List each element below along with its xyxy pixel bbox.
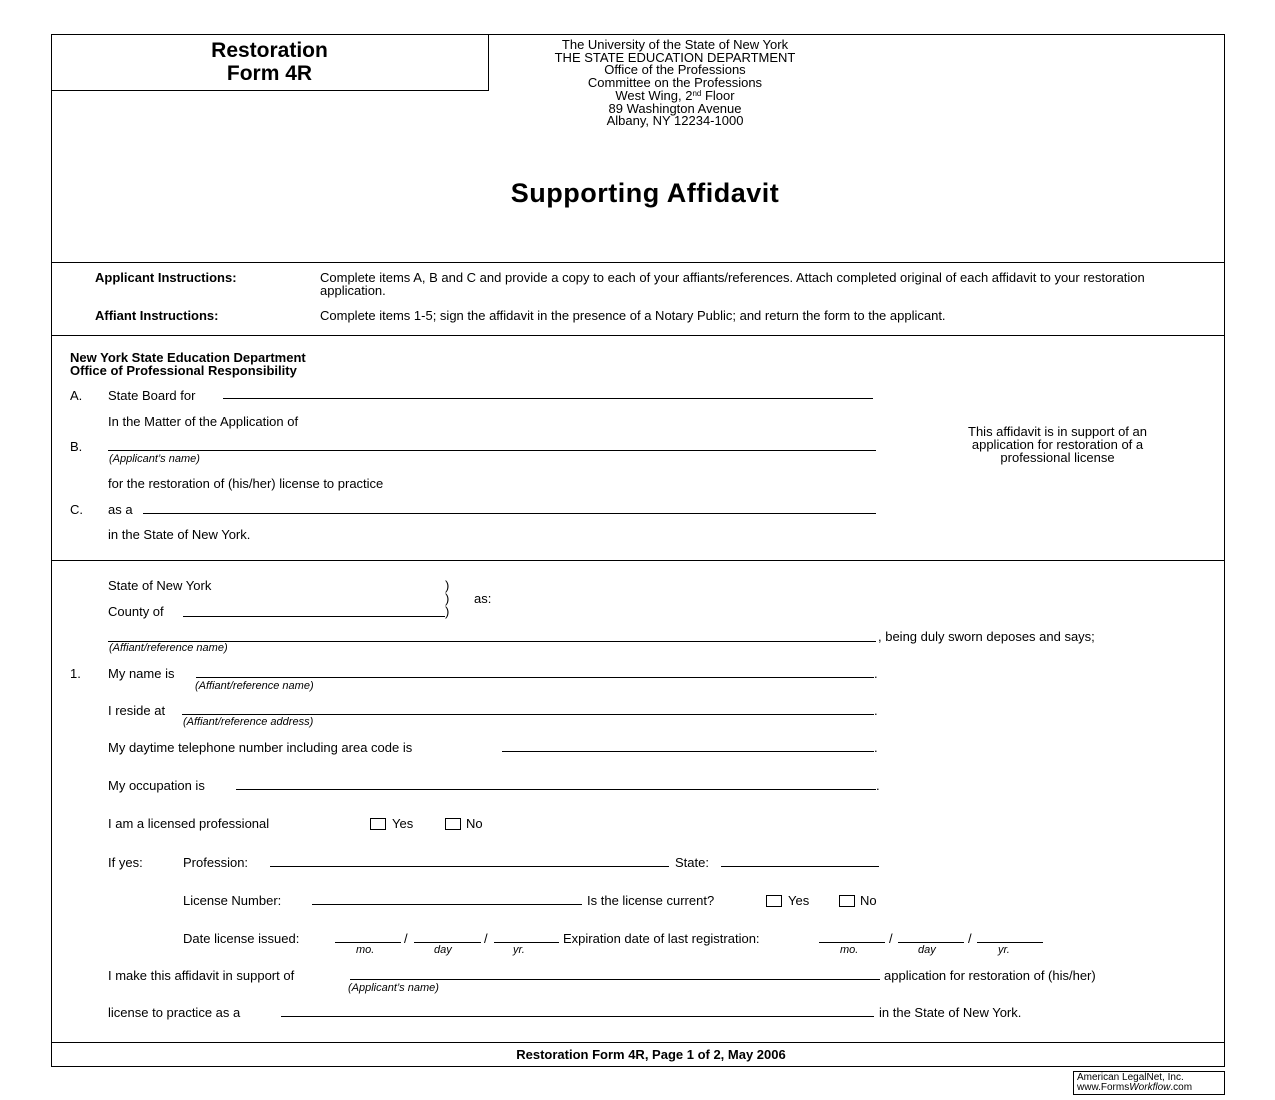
practice-profession-field[interactable] [281,1003,874,1017]
agency-line3: Office of the Professions [604,62,746,78]
footer: Restoration Form 4R, Page 1 of 2, May 2006 [516,1047,786,1062]
state-of-ny-text: in the State of New York. [108,527,251,542]
affiant-name-caption: (Affiant/reference name) [109,642,228,654]
paren-3: ) [445,604,450,619]
support-label: I make this affidavit in support of [108,968,295,983]
expiration-day-field[interactable] [898,929,964,943]
expiration-month-field[interactable] [819,929,885,943]
expiration-day-caption: day [918,944,936,956]
practice-suffix: in the State of New York. [879,1005,1022,1020]
item-a-letter: A. [70,388,83,403]
phone-label: My daytime telephone number including area code is [108,740,413,755]
item-1-number: 1. [70,666,81,681]
form-id-line2: Form 4R [226,62,313,85]
expiration-mo-caption: mo. [840,944,859,956]
licensed-profession-field[interactable] [270,853,669,867]
occupation-label: My occupation is [108,778,205,793]
applicant-name-caption: (Applicant’s name) [109,453,200,465]
my-name-label: My name is [108,666,175,681]
divider-matter [51,335,1225,336]
agency-line2: THE STATE EDUCATION DEPARTMENT [554,49,796,65]
stamp-line2-pre: www.Forms [1077,1082,1130,1093]
profession-field[interactable] [143,500,876,514]
applicant-name-field[interactable] [108,437,876,451]
paren-2: ) [445,591,450,606]
item-c-letter: C. [70,502,83,517]
license-current-yes-label: Yes [788,893,810,908]
divider-affidavit [51,560,1225,561]
expiration-year-field[interactable] [977,929,1043,943]
applicant-instructions-label: Applicant Instructions: [95,270,237,285]
license-number-label: License Number: [183,893,282,908]
license-current-yes-checkbox[interactable] [766,895,782,907]
license-current-no-checkbox[interactable] [839,895,855,907]
issued-day-caption: day [434,944,452,956]
licensed-no-label: No [466,816,483,831]
reside-label: I reside at [108,703,166,718]
org-line2: Office of Professional Responsibility [70,363,297,378]
support-applicant-caption: (Applicant’s name) [348,982,439,994]
licensed-label: I am a licensed professional [108,816,270,831]
affiant-instructions-text: Complete items 1-5; sign the affidavit in the presence of a Notary Public; and return the form to the applicant. [320,308,946,323]
state-board-label: State Board for [108,388,196,403]
stamp-line2 [1077,1083,1224,1093]
license-current-label: Is the license current? [587,893,715,908]
date-issued-label: Date license issued: [183,931,300,946]
occupation-field[interactable] [236,776,876,790]
agency-line1: The University of the State of New York [561,37,789,52]
agency-line5-post: Floor [701,87,735,103]
stamp-line2-post: .com [1170,1082,1193,1093]
agency-line7: Albany, NY 12234-1000 [606,113,744,129]
agency-address [490,39,860,128]
issued-month-field[interactable] [335,929,401,943]
county-field[interactable] [183,603,445,617]
form-id-line1: Restoration [211,39,328,62]
item-b-letter: B. [70,439,83,454]
as-label: as: [474,591,492,606]
licensed-yes-label: Yes [392,816,414,831]
my-name-caption: (Affiant/reference name) [195,680,314,692]
in-matter-text: In the Matter of the Application of [108,414,299,429]
issued-day-field[interactable] [414,929,481,943]
affiant-name-field[interactable] [108,628,876,642]
license-state-label: State: [675,855,709,870]
reside-period: . [874,703,878,718]
issued-slash-2: / [484,931,488,946]
occupation-period: . [876,778,880,793]
expiration-label: Expiration date of last registration: [563,931,760,946]
agency-line5-pre: West Wing, 2 [615,87,693,103]
license-current-no-label: No [860,893,877,908]
agency-line5-sup: nd [692,88,702,98]
stamp-line2-em: Workflow [1129,1082,1171,1093]
state-of-label: State of New York [108,578,212,593]
reside-field[interactable] [182,701,874,715]
phone-field[interactable] [502,738,874,752]
license-state-field[interactable] [721,853,879,867]
publisher-stamp [1073,1071,1225,1095]
reside-caption: (Affiant/reference address) [183,716,314,728]
form-id-box [51,34,489,91]
expiration-yr-caption: yr. [998,944,1010,956]
county-of-label: County of [108,604,164,619]
page-title: Supporting Affidavit [510,178,780,208]
profession-label: Profession: [183,855,249,870]
affiant-instructions-label: Affiant Instructions: [95,308,219,323]
issued-yr-caption: yr. [513,944,525,956]
expiration-slash-2: / [968,931,972,946]
agency-line6: 89 Washington Avenue [608,100,742,116]
if-yes-label: If yes: [108,855,143,870]
stamp-line1: American LegalNet, Inc. [1077,1072,1184,1083]
licensed-no-checkbox[interactable] [445,818,461,830]
support-applicant-field[interactable] [350,966,880,980]
restoration-text: for the restoration of (his/her) license to practice [108,476,384,491]
support-suffix: application for restoration of (his/her) [884,968,1096,983]
agency-line4: Committee on the Professions [587,75,763,91]
org-line1: New York State Education Department [70,350,306,365]
practice-label: license to practice as a [108,1005,241,1020]
issued-mo-caption: mo. [356,944,375,956]
phone-period: . [874,740,878,755]
licensed-yes-checkbox[interactable] [370,818,386,830]
expiration-slash-1: / [889,931,893,946]
license-number-field[interactable] [312,891,582,905]
my-name-period: . [874,666,878,681]
issued-year-field[interactable] [494,929,559,943]
my-name-field[interactable] [196,664,874,678]
paren-1: ) [445,578,450,593]
issued-slash-1: / [404,931,408,946]
as-a-label: as a [108,502,133,517]
state-board-field[interactable] [223,385,873,399]
applicant-instructions-text: Complete items A, B and C and provide a copy to each of your affiants/references. Attach completed original of each affidavit to your restoration application. [320,270,1145,298]
divider-instructions [51,262,1225,263]
sworn-text: , being duly sworn deposes and says; [878,629,1095,644]
side-note: This affidavit is in support of an application for restoration of a professional license [968,424,1147,465]
divider-footer [51,1042,1225,1043]
